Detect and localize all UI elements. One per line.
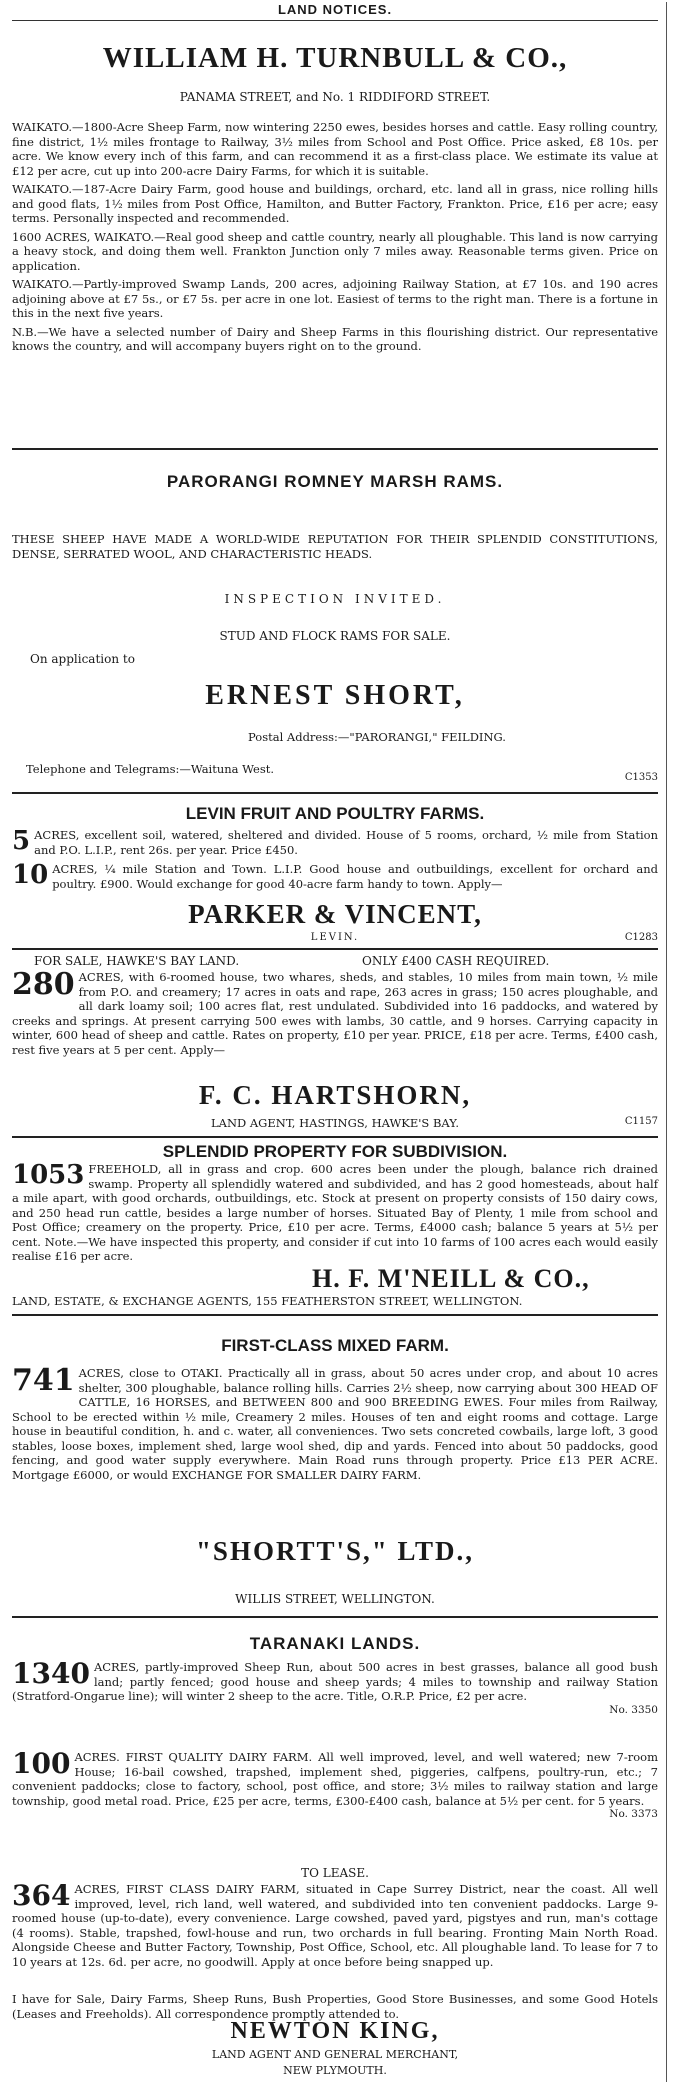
levin-item bbox=[12, 828, 658, 857]
divider bbox=[12, 1616, 658, 1618]
listing: WAIKATO.—187-Acre Dairy Farm, good house and buildings, orchard, etc. land all in grass, nice rolling hills and good flats, 1½ miles from Post Office, Hamilton, and Butter Factory, Frankton. Price, £16 per acre; easy terms. Personally inspected and recommended. bbox=[12, 182, 658, 225]
levin-item bbox=[12, 862, 658, 891]
divider bbox=[12, 1314, 658, 1316]
mixed-sub: WILLIS STREET, WELLINGTON. bbox=[235, 1592, 435, 1606]
acre-number: 10 bbox=[12, 860, 49, 890]
taranaki-item bbox=[12, 1747, 658, 1820]
parorangi-name: ERNEST SHORT, bbox=[205, 680, 465, 711]
parorangi-on-application: On application to bbox=[30, 652, 135, 666]
listing-note: N.B.—We have a selected number of Dairy and Sheep Farms in this flourishing district. Our representative knows the country, and will accompany buyers right on to the ground. bbox=[12, 324, 658, 353]
mneill-sub: LAND, ESTATE, & EXCHANGE AGENTS, 155 FEATHERSTON STREET, WELLINGTON. bbox=[12, 1294, 523, 1308]
listing: 1600 ACRES, WAIKATO.—Real good sheep and cattle country, nearly all ploughable. This land is now carrying a heavy stock, and doing them well. Frankton Junction only 7 miles away. Reasonable terms given. Price on application. bbox=[12, 229, 658, 273]
ad-code: C1157 bbox=[624, 1116, 658, 1127]
divider bbox=[12, 448, 658, 450]
listing: ACRES. FIRST QUALITY DAIRY FARM. All well improved, level, and well watered; new 7-room House; 16-bail cowshed, trapshed, implement shed, piggeries, calfpens, poultry-run, etc.; 7 convenient paddocks; close to factory, school, post office, and store; 3½ miles to railway station and large township, good metal road. Price, £25 per acre, terms, £300-£400 cash, balance at 5½ per cent. for 5 years. bbox=[12, 1750, 658, 1808]
acre-number: 741 bbox=[12, 1363, 75, 1398]
levin-place: LEVIN. bbox=[310, 932, 360, 943]
divider bbox=[12, 20, 658, 21]
acre-number: 100 bbox=[12, 1747, 71, 1780]
lease-heading: TO LEASE. bbox=[301, 1866, 369, 1880]
listing: FREEHOLD, all in grass and crop. 600 acres been under the plough, balance rich drained swamp. Property all splendidly watered and subdivided, and has 2 good homesteads, about half a mile apart, with good orchards, outbuildings, etc. Stock at present on property consists of 150 dairy cows, and 250 head run cattle, besides a large number of horses. Situated Bay of Plenty, 1 mile from school and Post Office; creamery on the property. Price, £10 per acre. Terms, £4000 cash; balance 5 years at 5½ per cent. Note.—We have inspected this property, and consider if cut into 10 farms of 100 acres each would easily realise £16 per acre. bbox=[12, 1162, 658, 1263]
listing: ACRES, with 6-roomed house, two whares, sheds, and stables, 10 miles from main town, ½ mile from P.O. and creamery; 17 acres in oats and rape, 263 acres in grass; 150 acres ploughable, and all dark loamy soil; 100 acres flat, rest undulated. Subdivided into 16 paddocks, and watered by creeks and springs. At present carrying 500 ewes with lambs, 30 cattle, and 9 horses. Carrying capacity in winter, 600 head of sheep and cattle. Rates on property, £10 per year. PRICE, £18 per acre. Terms, £400 cash, rest five years at 5 per cent. Apply— bbox=[12, 970, 658, 1057]
ad-code: C1353 bbox=[624, 772, 658, 783]
parorangi-telephone: Telephone and Telegrams:—Waituna West. bbox=[26, 762, 275, 776]
hartshorn-top-right: ONLY £400 CASH REQUIRED. bbox=[362, 954, 550, 968]
hartshorn-name: F. C. HARTSHORN, bbox=[198, 1080, 472, 1110]
land-notices-column bbox=[12, 2, 667, 2082]
acre-number: 364 bbox=[12, 1879, 71, 1912]
hartshorn-top-left: FOR SALE, HAWKE'S BAY LAND. bbox=[34, 954, 240, 968]
turnbull-address: PANAMA STREET, and No. 1 RIDDIFORD STREET. bbox=[179, 90, 491, 104]
divider bbox=[12, 792, 658, 794]
parorangi-inspection: INSPECTION INVITED. bbox=[224, 592, 446, 606]
taranaki-footer: I have for Sale, Dairy Farms, Sheep Runs, Bush Properties, Good Store Businesses, and some Good Hotels (Leases and Freeholds). All correspondence promptly attended to. bbox=[12, 1992, 658, 2021]
mneill-title: SPLENDID PROPERTY FOR SUBDIVISION. bbox=[162, 1142, 508, 1161]
newton-king-town: NEW PLYMOUTH. bbox=[283, 2064, 387, 2077]
mneill-name: H. F. M'NEILL & CO., bbox=[312, 1264, 590, 1293]
taranaki-title: TARANAKI LANDS. bbox=[249, 1634, 421, 1653]
listing: ACRES, FIRST CLASS DAIRY FARM, situated in Cape Surrey District, near the coast. All well improved, level, rich land, well watered, and subdivided into ten convenient paddocks. Large 9-roomed house (up-to-date), every convenience. Large cowshed, paved yard, pigstyes and run, man's cottage (4 rooms). Stable, trapshed, fowl-house and run, two orchards in full bearing. Fronting Main North Road. Alongside Cheese and Butter Factory, Township, Post Office, School, etc. All ploughable land. To lease for 7 to 10 years at 12s. 6d. per acre, no goodwill. Apply at once before being snapped up. bbox=[12, 1882, 658, 1969]
newton-king-name: NEWTON KING, bbox=[230, 2018, 440, 2044]
divider bbox=[12, 948, 658, 950]
taranaki-item bbox=[12, 1657, 658, 1716]
parorangi-rams: STUD AND FLOCK RAMS FOR SALE. bbox=[219, 629, 451, 643]
newton-king-sub: LAND AGENT AND GENERAL MERCHANT, bbox=[211, 2048, 459, 2061]
listing: ACRES, ¼ mile Station and Town. L.I.P. Good house and outbuildings, excellent for orchard and poultry. £900. Would exchange for good 40-acre farm handy to town. Apply— bbox=[52, 862, 658, 891]
listing: ACRES, partly-improved Sheep Run, about 500 acres in best grasses, balance all good bush land; partly fenced; good house and sheep yards; 4 miles to township and railway Station (Stratford-Ongarue line); will winter 2 sheep to the acre. Title, O.R.P. Price, £2 per acre. bbox=[12, 1660, 658, 1703]
page-title: LAND NOTICES. bbox=[277, 2, 393, 17]
mixed-item bbox=[12, 1363, 658, 1482]
turnbull-listings bbox=[12, 120, 658, 354]
listing-number: No. 3373 bbox=[609, 1808, 658, 1820]
listing-number: No. 3350 bbox=[609, 1703, 658, 1716]
acre-number: 1340 bbox=[12, 1657, 90, 1690]
listing: WAIKATO.—Partly-improved Swamp Lands, 200 acres, adjoining Railway Station, at £7 10s. and 190 acres adjoining above at £7 5s., or £7 5s. per acre in one lot. Easiest of terms to the right man. There is a fortune in this in the next five years. bbox=[12, 277, 658, 320]
mixed-name: "SHORTT'S," LTD., bbox=[195, 1536, 475, 1566]
parorangi-postal: Postal Address:—"PARORANGI," FEILDING. bbox=[248, 730, 506, 744]
mneill-item bbox=[12, 1162, 658, 1264]
hartshorn-item bbox=[12, 967, 658, 1057]
parorangi-title: PARORANGI ROMNEY MARSH RAMS. bbox=[166, 472, 504, 491]
hartshorn-sub: LAND AGENT, HASTINGS, HAWKE'S BAY. bbox=[211, 1116, 459, 1130]
listing: WAIKATO.—1800-Acre Sheep Farm, now wintering 2250 ewes, besides horses and cattle. Easy rolling country, fine district, 1½ miles frontage to Railway, 3½ miles from School and Post Office. Price asked, £8 10s. per acre. We know every inch of this farm, and can recommend it as a first-class place. We estimate its value at £12 per acre, cut up into 200-acre Dairy Farms, for which it is suitable. bbox=[12, 120, 658, 178]
acre-number: 1053 bbox=[12, 1160, 85, 1190]
acre-number: 5 bbox=[12, 826, 31, 856]
listing: ACRES, close to OTAKI. Practically all in grass, about 50 acres under crop, and about 10 acres shelter, 300 ploughable, balance rolling hills. Carries 2½ sheep, now carrying about 300 HEAD OF CATTLE, 16 HORSES, and BETWEEN 800 and 900 BREEDING EWES. Four miles from Railway, School to be erected within ½ mile, Creamery 2 miles. Houses of ten and eight rooms and cottage. Large house in beautiful condition, h. and c. water, all conveniences. Two sets concreted cowbails, large loft, 3 good stables, loose boxes, implement shed, large wool shed, dip and yards. Fenced into about 50 paddocks, good fencing, and good water supply everywhere. Main Road runs through property. Price £13 PER ACRE. Mortgage £6000, or would EXCHANGE FOR SMALLER DAIRY FARM. bbox=[12, 1366, 658, 1482]
levin-name: PARKER & VINCENT, bbox=[188, 899, 482, 929]
acre-number: 280 bbox=[12, 967, 75, 1002]
parorangi-body: THESE SHEEP HAVE MADE A WORLD-WIDE REPUTATION FOR THEIR SPLENDID CONSTITUTIONS, DENSE, SERRATED WOOL, AND CHARACTERISTIC HEADS. bbox=[12, 532, 658, 561]
taranaki-item bbox=[12, 1879, 658, 1969]
ad-code: C1283 bbox=[624, 932, 658, 943]
listing: ACRES, excellent soil, watered, sheltered and divided. House of 5 rooms, orchard, ½ mile from Station and P.O. L.I.P., rent 26s. per year. Price £450. bbox=[34, 828, 658, 857]
divider bbox=[12, 1136, 658, 1138]
levin-title: LEVIN FRUIT AND POULTRY FARMS. bbox=[185, 804, 485, 823]
turnbull-name: WILLIAM H. TURNBULL & CO., bbox=[102, 42, 568, 74]
mixed-title: FIRST-CLASS MIXED FARM. bbox=[221, 1336, 449, 1355]
